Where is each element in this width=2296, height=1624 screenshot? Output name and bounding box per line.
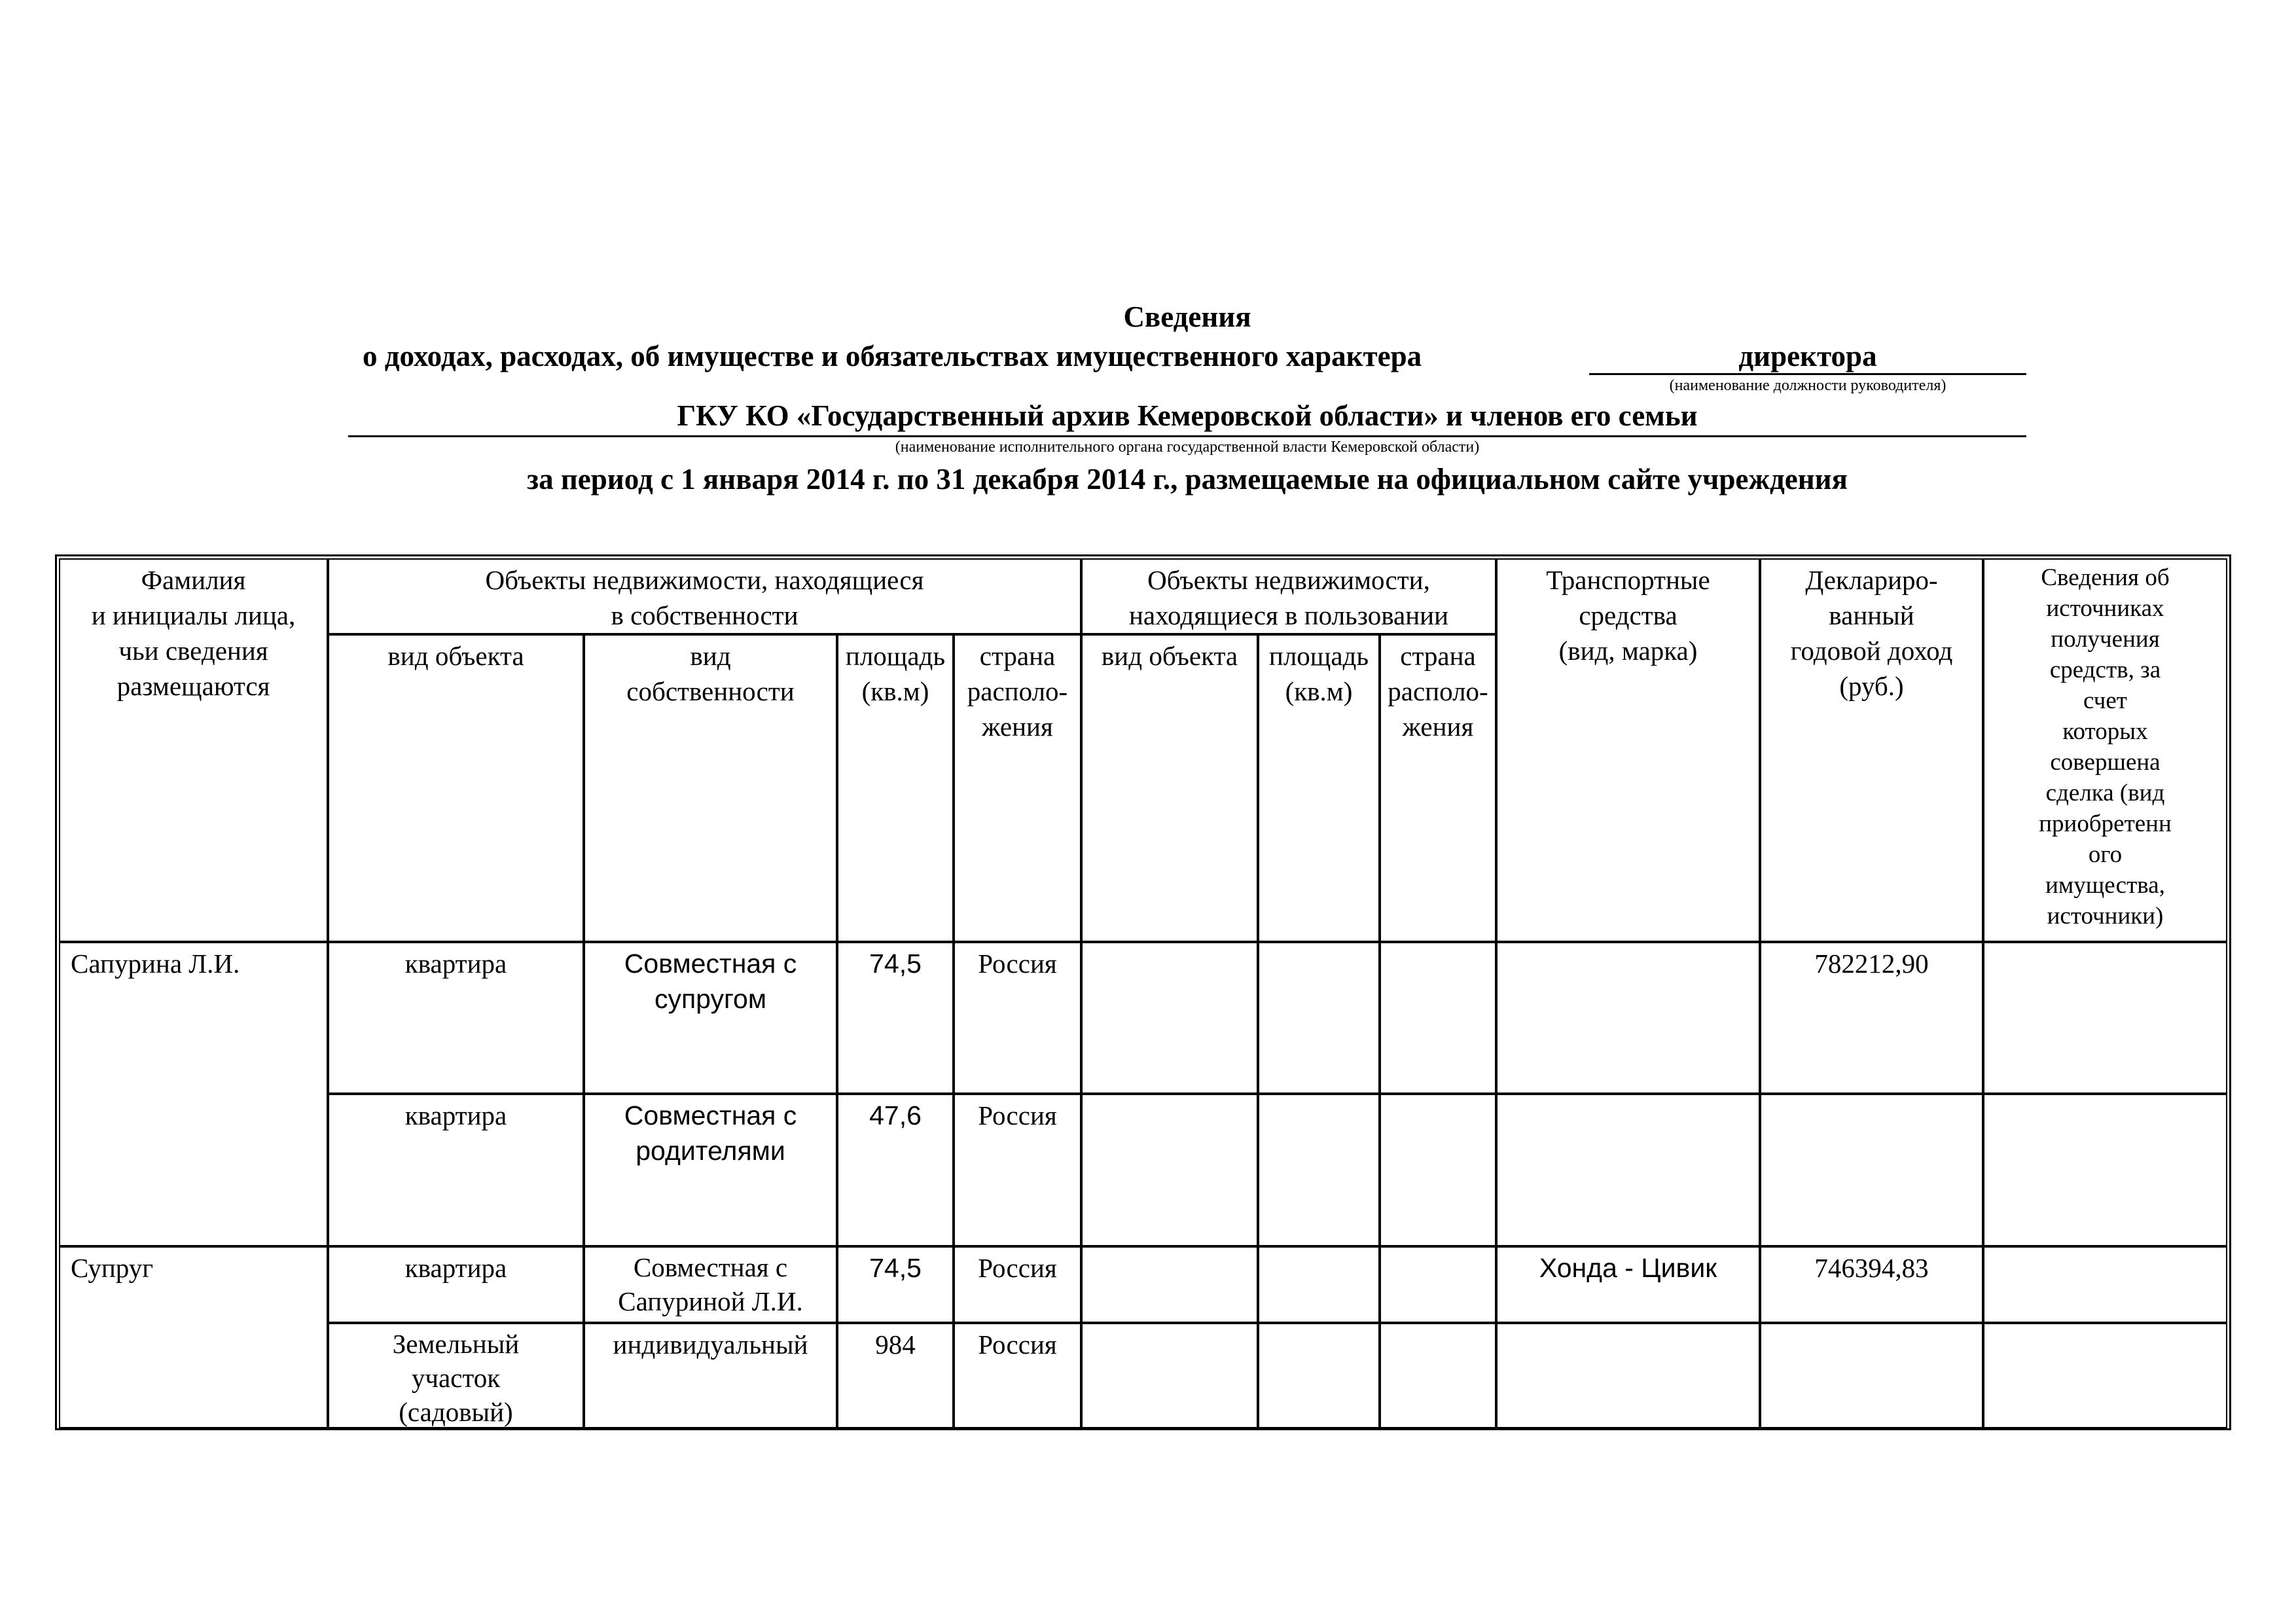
income-cell [1760, 1094, 1983, 1246]
property-area: 74,5 [869, 1253, 922, 1283]
used-country-cell [1380, 1094, 1496, 1246]
property-country: Россия [978, 1253, 1057, 1283]
property-type-cell [328, 1246, 584, 1323]
person-name: Супруг [71, 1253, 154, 1283]
header-used-group [1081, 558, 1496, 634]
property-area: 47,6 [869, 1100, 922, 1130]
used-type-cell [1081, 1323, 1258, 1428]
header-used-country-text: страна располо- жения [1388, 641, 1488, 742]
property-type: Земельный участок (садовый) [392, 1329, 520, 1427]
header-used-type [1081, 634, 1258, 942]
transport-cell [1496, 942, 1760, 1094]
header-owned-group-text: Объекты недвижимости, находящиеся в собственности [485, 565, 924, 630]
property-area-cell [837, 1323, 954, 1428]
document-title: Сведения [1123, 300, 1251, 333]
period-line: за период с 1 января 2014 г. по 31 декабря 2014 г., размещаемые на официальном сайте учреждения [527, 463, 1848, 496]
used-type-cell [1081, 942, 1258, 1094]
used-type-cell [1081, 1094, 1258, 1246]
income-value: 746394,83 [1814, 1253, 1929, 1283]
property-country: Россия [978, 1329, 1057, 1360]
header-owned-area [837, 634, 954, 942]
income-cell [1760, 1323, 1983, 1428]
header-owned-country [954, 634, 1081, 942]
header-owned-group [328, 558, 1081, 634]
header-owned-ownership [584, 634, 837, 942]
property-country-cell [954, 1094, 1081, 1246]
sources-cell [1983, 1094, 2227, 1246]
property-type: квартира [404, 1100, 507, 1130]
property-ownership: Совместная с родителями [624, 1100, 797, 1166]
property-country: Россия [978, 948, 1057, 979]
header-transport-text: Транспортные средства (вид, марка) [1546, 565, 1710, 666]
property-area-cell [837, 942, 954, 1094]
sources-cell [1983, 1246, 2227, 1323]
transport-cell [1496, 1094, 1760, 1246]
header-owned-area-text: площадь (кв.м) [845, 641, 946, 706]
property-ownership: Совместная с Сапуриной Л.И. [618, 1252, 803, 1316]
header-sources-text: Сведения об источниках получения средств, за счет которых совершена сделка (вид приобретенн ого имущества, источники) [2039, 564, 2172, 929]
income-value: 782212,90 [1814, 948, 1929, 979]
used-country-cell [1380, 942, 1496, 1094]
property-country-cell [954, 1323, 1081, 1428]
property-ownership-cell [584, 1246, 837, 1323]
header-owned-country-text: страна располо- жения [967, 641, 1068, 742]
property-type-cell [328, 942, 584, 1094]
organization-caption: (наименование исполнительного органа государственной власти Кемеровской области) [895, 439, 1480, 456]
transport-cell [1496, 1246, 1760, 1323]
property-area: 74,5 [869, 948, 922, 979]
sources-cell [1983, 1323, 2227, 1428]
income-cell [1760, 1246, 1983, 1323]
property-country-cell [954, 1246, 1081, 1323]
sources-cell [1983, 942, 2227, 1094]
property-type: квартира [404, 1253, 507, 1283]
person-name-cell [59, 1246, 328, 1428]
position-field: директора [1589, 339, 2026, 375]
used-country-cell [1380, 1323, 1496, 1428]
person-name: Сапурина Л.И. [71, 948, 240, 979]
property-area-cell [837, 1094, 954, 1246]
used-type-cell [1081, 1246, 1258, 1323]
header-used-area-text: площадь (кв.м) [1268, 641, 1369, 706]
header-owned-ownership-text: вид собственности [626, 641, 795, 706]
declaration-table [55, 554, 2231, 1430]
position-caption: (наименование должности руководителя) [1669, 377, 1946, 394]
transport-cell [1496, 1323, 1760, 1428]
header-line-1: о доходах, расходах, об имуществе и обязательствах имущественного характера [363, 340, 1422, 372]
header-used-group-text: Объекты недвижимости, находящиеся в пользовании [1128, 565, 1449, 630]
income-cell [1760, 942, 1983, 1094]
property-ownership-cell [584, 1323, 837, 1428]
header-owned-type [328, 634, 584, 942]
property-country: Россия [978, 1100, 1057, 1130]
used-area-cell [1258, 942, 1380, 1094]
header-used-type-text: вид объекта [1101, 641, 1238, 671]
header-used-area [1258, 634, 1380, 942]
header-transport [1496, 558, 1760, 942]
used-country-cell [1380, 1246, 1496, 1323]
property-type-cell [328, 1323, 584, 1428]
used-area-cell [1258, 1094, 1380, 1246]
property-area: 984 [875, 1329, 916, 1360]
header-used-country [1380, 634, 1496, 942]
property-area-cell [837, 1246, 954, 1323]
header-name-text: Фамилия и инициалы лица, чьи сведения размещаются [91, 565, 296, 701]
used-area-cell [1258, 1323, 1380, 1428]
transport-value: Хонда - Цивик [1539, 1253, 1717, 1283]
property-country-cell [954, 942, 1081, 1094]
property-type-cell [328, 1094, 584, 1246]
used-area-cell [1258, 1246, 1380, 1323]
header-name [59, 558, 328, 942]
property-type: квартира [404, 948, 507, 979]
property-ownership: индивидуальный [613, 1329, 808, 1360]
header-income-text: Деклариро- ванный годовой доход (руб.) [1790, 565, 1953, 701]
person-name-cell [59, 942, 328, 1246]
property-ownership-cell [584, 942, 837, 1094]
header-owned-type-text: вид объекта [387, 641, 524, 671]
header-income [1760, 558, 1983, 942]
property-ownership-cell [584, 1094, 837, 1246]
header-sources [1983, 558, 2227, 942]
organization-field: ГКУ КО «Государственный архив Кемеровской области» и членов его семьи [348, 399, 2026, 437]
property-ownership: Совместная с супругом [624, 948, 797, 1014]
